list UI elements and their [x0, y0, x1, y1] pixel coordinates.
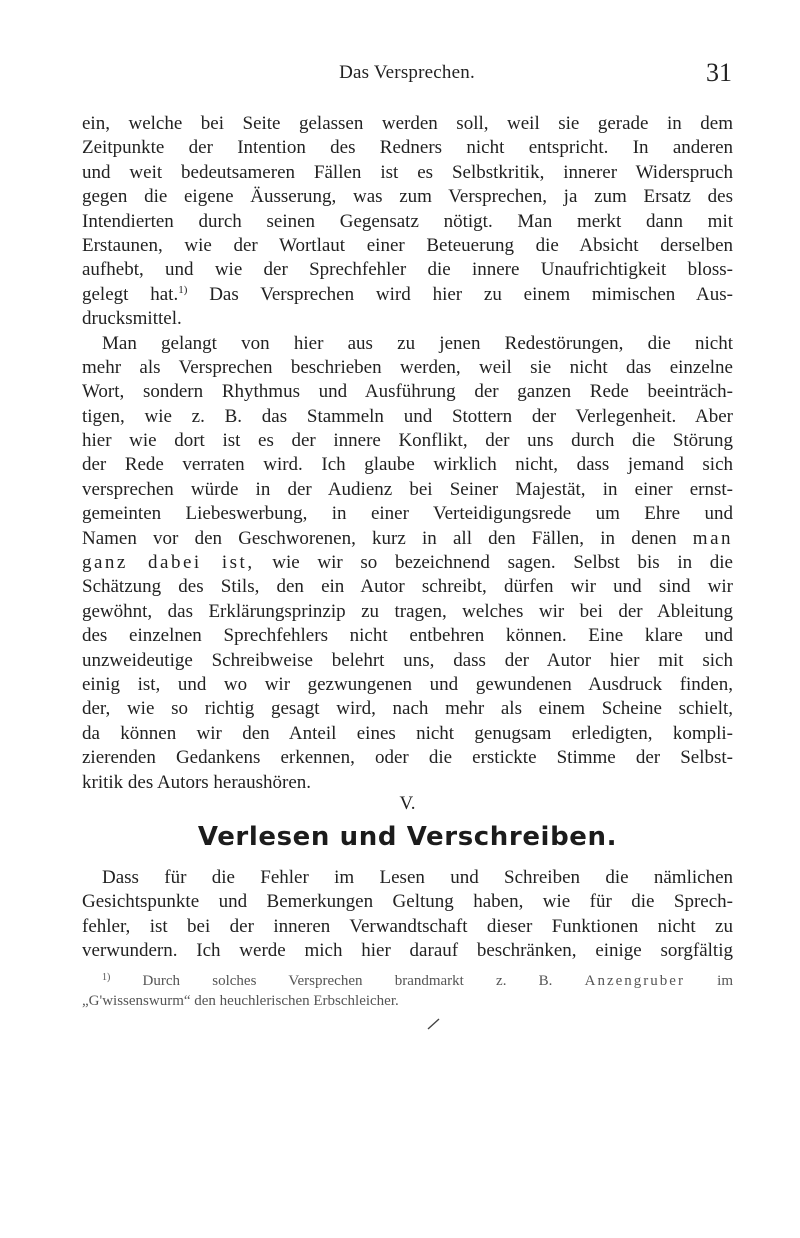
text-line: ein, welche bei Seite gelassen werden soll, weil sie gerade in dem	[82, 113, 733, 134]
text-line-with-spaced-emphasis	[82, 527, 733, 551]
text-line: mehr als Versprechen beschrieben werden, weil sie nicht das einzelne	[82, 356, 733, 378]
section-body-text	[82, 866, 733, 964]
text-line: Gesichtspunkte und Bemerkungen Geltung haben, wie für die Sprech-	[82, 891, 733, 913]
text-line: Zeitpunkte der Intention des Redners nicht entspricht. In anderen	[82, 137, 733, 159]
text-line: gewöhnt, das Erklärungsprinzip zu tragen, welches wir bei der Ableitung	[82, 600, 733, 622]
footnote-line	[82, 972, 733, 992]
text-line: des einzelnen Sprechfehlers nicht entbehren können. Eine klare und	[82, 625, 733, 647]
text-fragment: wie wir so bezeichnend sagen. Selbst bis in die	[254, 552, 733, 574]
text-fragment: Namen vor den Geschworenen, kurz in all den Fällen, in denen	[82, 527, 677, 549]
text-fragment: im	[684, 973, 733, 989]
section-heading: Verlesen und Verschreiben.	[197, 822, 618, 852]
text-line: kritik des Autors heraushören.	[82, 771, 312, 793]
text-line: Intendierten durch seinen Gegensatz nötigt. Man merkt dann mit	[82, 210, 733, 232]
text-line: unzweideutige Schreibweise belehrt uns, dass der Autor hier mit sich	[82, 649, 733, 671]
text-line: Man gelangt von hier aus zu jenen Redestörungen, die nicht	[102, 332, 733, 354]
text-line: tigen, wie z. B. das Stammeln und Stottern der Verlegenheit. Aber	[82, 405, 733, 427]
text-line: aufhebt, und wie der Sprechfehler die innere Unaufrichtigkeit bloss-	[82, 259, 733, 281]
text-fragment: gelegt hat.	[82, 283, 179, 305]
text-line: und weit bedeutsameren Fällen ist es Selbstkritik, innerer Widerspruch	[82, 161, 733, 183]
text-line: gegen die eigene Äusserung, was zum Versprechen, ja zum Ersatz des	[82, 186, 733, 208]
text-fragment: Durch solches Versprechen brandmarkt z. B.	[110, 973, 585, 989]
page-number: 31	[706, 58, 732, 87]
section-number: V.	[399, 793, 416, 814]
running-header	[82, 58, 732, 88]
text-line: Erstaunen, wie der Wortlaut einer Beteuerung die Absicht derselben	[82, 234, 733, 256]
spaced-emphasis: man	[692, 527, 734, 549]
text-line: Schätzung des Stils, den ein Autor schreibt, dürfen wir und sind wir	[82, 576, 733, 598]
footnote-reference: 1)	[178, 283, 188, 296]
text-line: gemeinten Liebeswerbung, in einer Verteidigungsrede um Ehre und	[82, 503, 733, 525]
text-line: da können wir den Anteil eines nicht genugsam erledigten, kompli-	[82, 722, 733, 744]
text-line: hier wie dort ist es der innere Konflikt, der uns durch die Störung	[82, 430, 733, 452]
running-title: Das Versprechen.	[339, 62, 475, 83]
text-fragment: Das Versprechen wird hier zu einem mimischen Aus-	[187, 283, 733, 305]
text-line-with-spaced-emphasis	[82, 551, 733, 575]
scan-mark-icon	[425, 1018, 441, 1030]
text-line-with-footnote-ref	[82, 283, 733, 307]
text-line: verwundern. Ich werde mich hier darauf beschränken, einige sorgfältig	[82, 940, 733, 962]
text-line: drucksmittel.	[82, 308, 182, 330]
body-text	[82, 112, 733, 795]
text-line: fehler, ist bei der inneren Verwandtschaft dieser Funktionen nicht zu	[82, 915, 733, 937]
footnote-line: „G'wissenswurm“ den heuchlerischen Erbschleicher.	[82, 992, 399, 1009]
footnote-marker: 1)	[102, 972, 111, 983]
text-line: der, wie so richtig gesagt wird, nach mehr als einem Scheine schielt,	[82, 698, 733, 720]
spaced-author-name: Anzengruber	[584, 973, 685, 989]
spaced-emphasis: ganz dabei ist,	[82, 552, 255, 574]
text-line: versprechen würde in der Audienz bei Seiner Majestät, in einer ernst-	[82, 478, 733, 500]
text-line: der Rede verraten wird. Ich glaube wirklich nicht, dass jemand sich	[82, 454, 733, 476]
footnote	[82, 972, 733, 1011]
text-line: Dass für die Fehler im Lesen und Schreiben die nämlichen	[102, 867, 733, 888]
text-line: Wort, sondern Rhythmus und Ausführung der ganzen Rede beeinträch-	[82, 381, 733, 403]
text-line: zierenden Gedankens erkennen, oder die erstickte Stimme der Selbst-	[82, 747, 733, 769]
text-line: einig ist, und wo wir gezwungenen und gewundenen Ausdruck finden,	[82, 673, 733, 695]
